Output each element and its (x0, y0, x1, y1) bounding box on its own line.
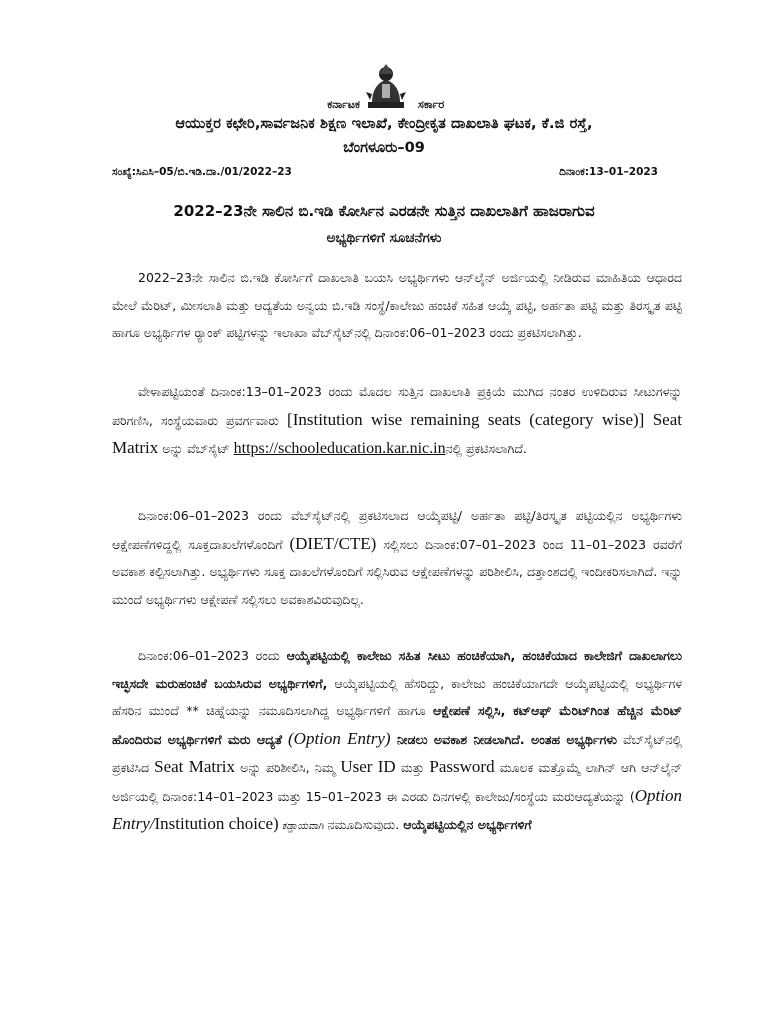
paragraph-4-text-g: ನಮೂದಿಸುವುದು. (323, 817, 404, 832)
paragraph-1 (112, 264, 682, 347)
diet-cte-english: (DIET/CTE) (289, 533, 377, 553)
paragraph-4-text-a: ದಿನಾಂಕ:06–01–2023 ರಂದು (138, 648, 287, 663)
password-english: Password (429, 757, 495, 776)
paragraph-4-text-c: ವೆಬ್‌ಸೈಟ್‌ನಲ್ಲಿ ಪ್ರಕಟಿಸಿದ (112, 731, 682, 775)
paragraph-4-bold-1: ಆಯ್ಕೆಪಟ್ಟಿಯಲ್ಲಿ ಕಾಲೇಜು ಸಹಿತ ಸೀಟು ಹಂಚಿಕೆಯಾಗಿ, ಹಂಚಿಕೆಯಾದ ಕಾಲೇಜಿಗೆ ದಾಖಲಾಗಲು ಇಚ್ಛಿಸದೇ ಮರುಹಂಚಿಕೆ ಬಯಸಿರುವ ಅಭ್ಯರ್ಥಿಗಳಿಗೆ, (112, 648, 682, 691)
paragraph-2-text-a: ವೇಳಾಪಟ್ಟಿಯಂತೆ ದಿನಾಂಕ:13–01–2023 ರಂದು ಮೊದಲ ಸುತ್ತಿನ ದಾಖಲಾತಿ ಪ್ರಕ್ರಿಯೆ ಮುಗಿದ ನಂತರ ಉಳಿದಿರುವ ಸೀಟುಗಳನ್ನು ಪರಿಗಣಿಸಿ, ಸಂಸ್ಥೆಯವಾರು ಪ್ರವರ್ಗವಾರು (112, 384, 682, 428)
paragraph-3 (112, 502, 682, 613)
option-entry-italic-2: Option Entry/ (112, 785, 682, 833)
option-entry-italic: (Option Entry) (288, 728, 391, 748)
notice-title-line2: ಅಭ್ಯರ್ಥಿಗಳಿಗೆ ಸೂಚನೆಗಳು (326, 230, 442, 246)
paragraph-2-text-c: ನಲ್ಲಿ ಪ್ರಕಟಿಸಲಾಗಿದೆ. (445, 441, 527, 456)
paragraph-4-text-e: ಮತ್ತು (395, 760, 430, 775)
paragraph-2-text-b: ಅನ್ನು ವೆಬ್‌ಸೈಟ್ (158, 441, 234, 456)
institution-choice-english: Institution choice) (154, 814, 279, 833)
paragraph-2 (112, 378, 682, 463)
header-emblem-row (0, 62, 768, 112)
karnataka-emblem-icon (364, 62, 408, 112)
paragraph-3-text-b: ಸಲ್ಲಿಸಲು ದಿನಾಂಕ:07–01–2023 ರಿಂದ 11–01–2023 ರವರೆಗೆ ಅವಕಾಶ ಕಲ್ಪಿಸಲಾಗಿತ್ತು. ಅಭ್ಯರ್ಥಿಗಳು ಸೂಕ್ತ ದಾಖಲೆಗಳೊಂದಿಗೆ ಸಲ್ಲಿಸಿರುವ ಆಕ್ಷೇಪಣೆಗಳನ್ನು ಪರಿಶೀಲಿಸಿ, ದತ್ತಾಂಶದಲ್ಲಿ ಇಂದೀಕರಿಸಲಾಗಿದೆ. ಇನ್ನು ಮುಂದೆ ಅಭ್ಯರ್ಥಿಗಳು ಆಕ್ಷೇಪಣೆ ಸಲ್ಲಿಸಲು ಅವಕಾಶವಿರುವುದಿಲ್ಲ. (112, 536, 682, 607)
paragraph-4-bold-3: ನೀಡಲು ಅವಕಾಶ ನೀಡಲಾಗಿದೆ. ಅಂತಹ ಅಭ್ಯರ್ಥಿಗಳು (390, 731, 618, 747)
paragraph-4-text-f: ಮೂಲಕ ಮತ್ತೊಮ್ಮೆ ಲಾಗಿನ್ ಆಗಿ ಆನ್‌ಲೈನ್ ಅರ್ಜಿಯಲ್ಲಿ ದಿನಾಂಕ:14–01–2023 ಮತ್ತು 15–01–2023 ಈ ಎರಡು ದಿನಗಳಲ್ಲಿ ಕಾಲೇಜು/ಸಂಸ್ಥೆಯ ಮರುಆದ್ಯತೆಯನ್ನು ( (112, 760, 683, 804)
reference-number: ಸಂಖ್ಯೆ:ಸಿಎಸಿ–05/ಬಿ.ಇಡಿ.ದಾ./01/2022–23 (112, 166, 292, 178)
paragraph-4 (112, 642, 682, 841)
website-link[interactable]: https://schooleducation.kar.nic.in (233, 440, 446, 457)
paragraph-4-text-b: ಆಯ್ಕೆಪಟ್ಟಿಯಲ್ಲಿ ಹೆಸರಿದ್ದು, ಕಾಲೇಜು ಹಂಚಿಕೆಯಾಗದೇ ಆಯ್ಕೆಪಟ್ಟಿಯಲ್ಲಿ ಅಭ್ಯರ್ಥಿಗಳ ಹೆಸರಿನ ಮುಂದೆ ** ಚಿಹ್ನೆಯನ್ನು ನಮೂದಿಸಲಾಗಿದ್ದ ಅಭ್ಯರ್ಥಿಗಳಿಗೆ ಹಾಗೂ (112, 675, 682, 718)
paragraph-3-text-a: ದಿನಾಂಕ:06–01–2023 ರಂದು ವೆಬ್‌ಸೈಟ್‌ನಲ್ಲಿ ಪ್ರಕಟಿಸಲಾದ ಆಯ್ಕೆಪಟ್ಟಿ/ ಅರ್ಹತಾ ಪಟ್ಟಿ/ತಿರಸ್ಕೃತ ಪಟ್ಟಿಯಲ್ಲಿನ ಅಭ್ಯರ್ಥಿಗಳು ಆಕ್ಷೇಪಣೆಗಳಿದ್ದಲ್ಲಿ ಸೂಕ್ತದಾಖಲೆಗಳೊಂದಿಗೆ (112, 508, 682, 552)
office-city: ಬೆಂಗಳೂರು–09 (343, 140, 425, 156)
notice-title-line1: 2022–23ನೇ ಸಾಲಿನ ಬಿ.ಇಡಿ ಕೋರ್ಸಿನ ಎರಡನೇ ಸುತ್ತಿನ ದಾಖಲಾತಿಗೆ ಹಾಜರಾಗುವ (173, 202, 595, 220)
seat-matrix-english: [Institution wise remaining seats (category wise)] Seat Matrix (112, 409, 682, 457)
circular-date: ದಿನಾಂಕ:13–01–2023 (559, 166, 658, 178)
header-left-label: ಕರ್ನಾಟಕ (327, 98, 360, 111)
paragraph-1-text: 2022–23ನೇ ಸಾಲಿನ ಬಿ.ಇಡಿ ಕೋರ್ಸಿಗೆ ದಾಖಲಾತಿ ಬಯಸಿ ಅಭ್ಯರ್ಥಿಗಳು ಆನ್‌ಲೈನ್ ಅರ್ಜಿಯಲ್ಲಿ ನೀಡಿರುವ ಮಾಹಿತಿಯ ಆಧಾರದ ಮೇಲೆ ಮೆರಿಟ್, ಮೀಸಲಾತಿ ಮತ್ತು ಆದ್ಯತೆಯ ಅನ್ವಯ ಬಿ.ಇಡಿ ಸಂಸ್ಥೆ/ಕಾಲೇಜು ಹಂಚಿಕೆ ಸಹಿತ ಆಯ್ಕೆ ಪಟ್ಟಿ, ಅರ್ಹತಾ ಪಟ್ಟಿ ಮತ್ತು ತಿರಸ್ಕೃತ ಪಟ್ಟಿ ಹಾಗೂ ಅಭ್ಯರ್ಥಿಗಳ ರ‍್ಯಾಂಕ್ ಪಟ್ಟಿಗಳನ್ನು ಇಲಾಖಾ ವೆಬ್‌ಸೈಟ್‌ನಲ್ಲಿ ದಿನಾಂಕ:06–01–2023 ರಂದು ಪ್ರಕಟಿಸಲಾಗಿತ್ತು. (112, 270, 682, 340)
paragraph-4-text-d: ಅನ್ನು ಪರಿಶೀಲಿಸಿ, ನಿಮ್ಮ (235, 760, 341, 775)
paragraph-4-bold-4: ಆಯ್ಕೆಪಟ್ಟಿಯಲ್ಲಿನ ಅಭ್ಯರ್ಥಿಗಳಿಗೆ (403, 817, 532, 832)
mandatory-italic: ಕಡ್ಡಾಯವಾಗಿ (278, 821, 324, 832)
header-right-label: ಸರ್ಕಾರ (418, 98, 445, 111)
user-id-english: User ID (340, 757, 396, 776)
seat-matrix-english-2: Seat Matrix (154, 757, 236, 776)
office-name: ಆಯುಕ್ತರ ಕಛೇರಿ,ಸಾರ್ವಜನಿಕ ಶಿಕ್ಷಣ ಇಲಾಖೆ, ಕೇಂದ್ರೀಕೃತ ದಾಖಲಾತಿ ಘಟಕ, ಕೆ.ಜಿ ರಸ್ತೆ, (175, 116, 593, 132)
paragraph-4-bold-2: ಆಕ್ಷೇಪಣೆ ಸಲ್ಲಿಸಿ, ಕಟ್‌ಆಫ್ ಮೆರಿಟ್‌ಗಿಂತ ಹೆಚ್ಚಿನ ಮೆರಿಟ್ ಹೊಂದಿರುವ ಅಭ್ಯರ್ಥಿಗಳಿಗೆ ಮರು ಆದ್ಯತೆ (112, 703, 682, 747)
